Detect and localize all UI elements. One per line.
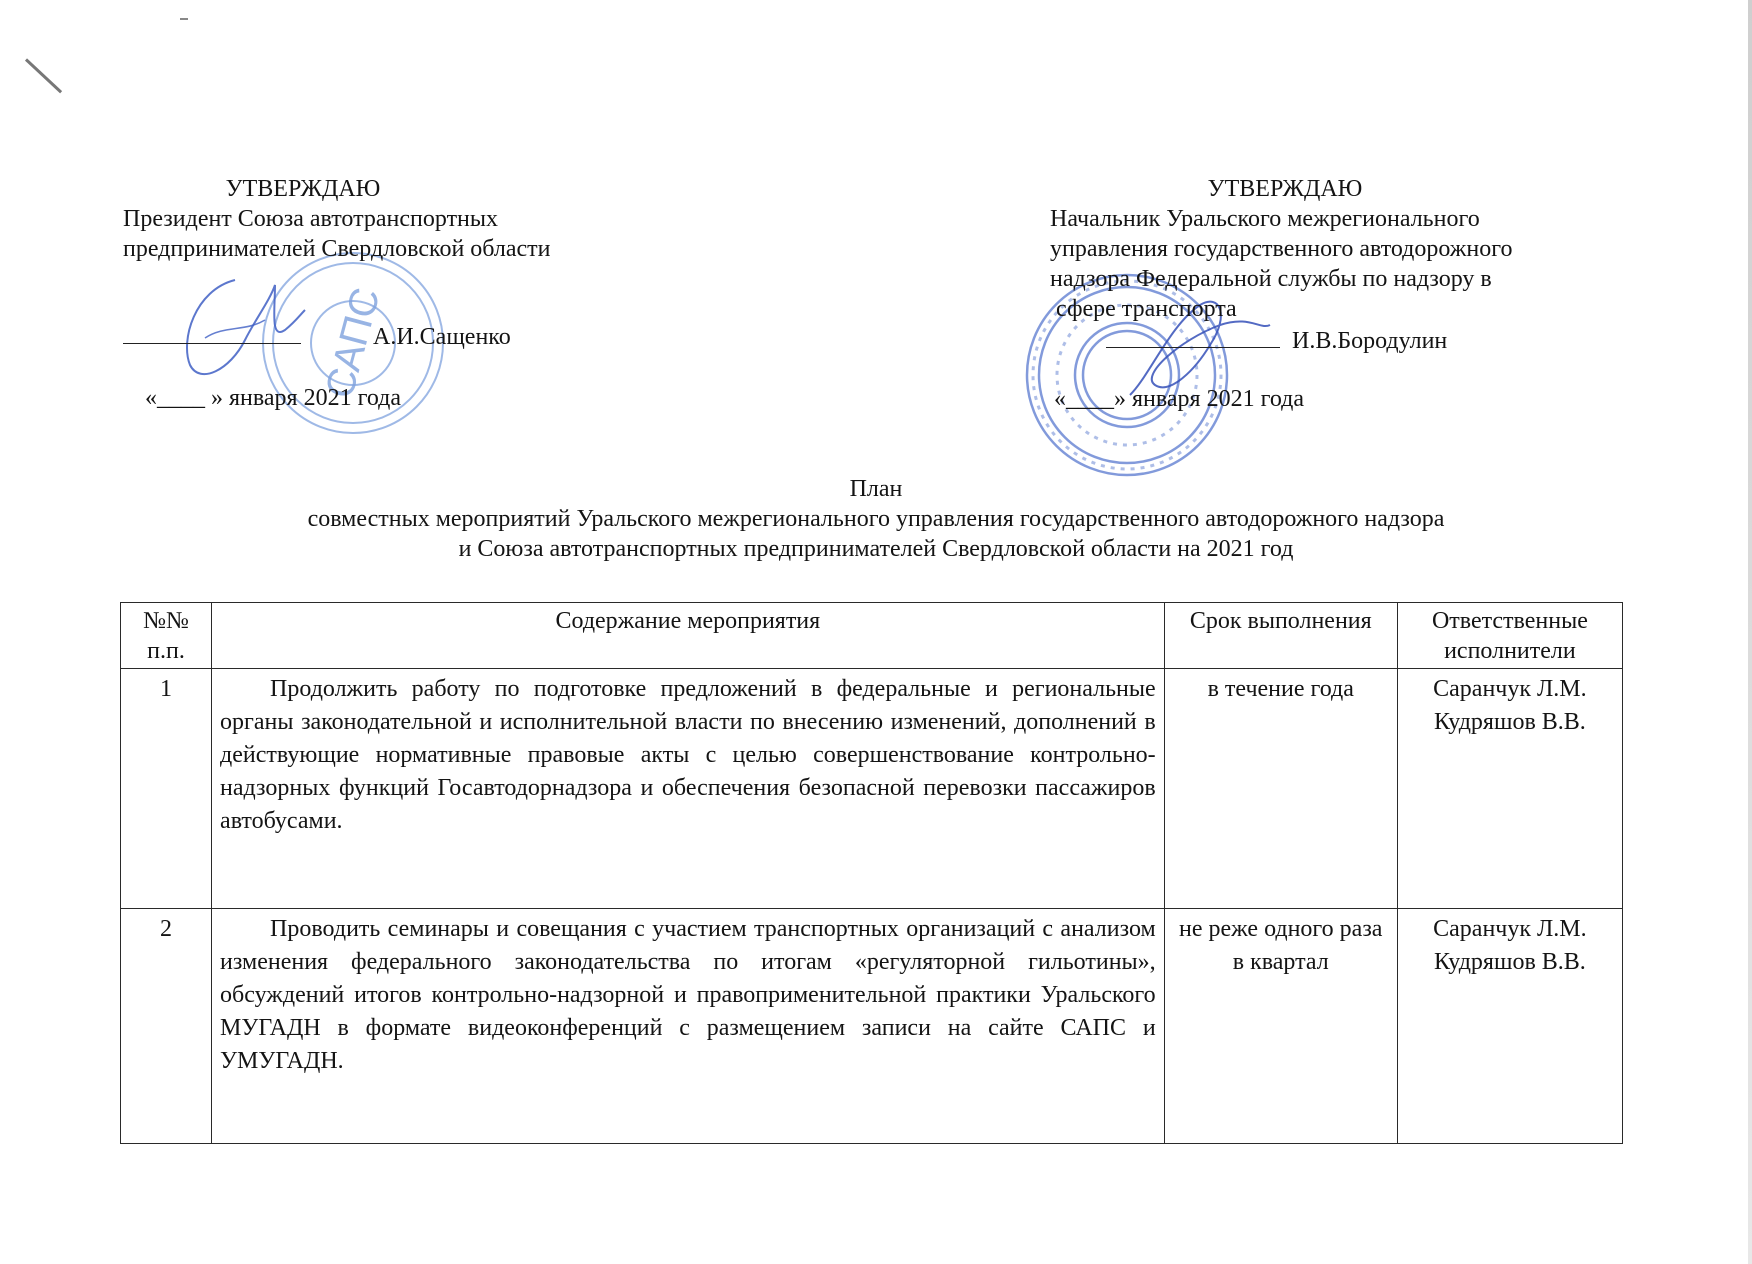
scan-mark (25, 58, 62, 93)
stamp-left-text: САПС (317, 283, 389, 403)
header-content: Содержание мероприятия (212, 603, 1165, 669)
table-header-row (121, 603, 1623, 669)
signature-line (123, 343, 301, 344)
responsible-person: Кудряшов В.В. (1434, 709, 1586, 735)
row-term: не реже одного раза в квартал (1164, 909, 1397, 1144)
approval-right-position-3: надзора Федеральной службы по надзору в (1050, 266, 1492, 292)
row-content: Продолжить работу по подготовке предложений в федеральные и региональные органы законодательной и исполнительной власти по внесению изменений, дополнений в действующие нормативные правовые акты с целью совершенствование контрольно-надзорных функций Госавтодорнадзора и обеспечения безопасной перевозки пассажиров автобусами. (212, 669, 1165, 909)
row-responsible (1397, 909, 1622, 1144)
row-responsible (1397, 669, 1622, 909)
plan-title-line-2: совместных мероприятий Уральского межрегионального управления государственного автодорожного надзора (307, 506, 1445, 532)
responsible-person: Саранчук Л.М. (1433, 676, 1587, 702)
row-num: 1 (121, 669, 212, 909)
approval-right-sign-row (1106, 326, 1650, 356)
approval-left-name: А.И.Сащенко (373, 324, 511, 350)
approval-left-sign-row (123, 322, 683, 352)
header-responsible: Ответственные исполнители (1397, 603, 1622, 669)
plan-table (120, 602, 1623, 1144)
responsible-person: Саранчук Л.М. (1433, 916, 1587, 942)
row-term: в течение года (1164, 669, 1397, 909)
header-term: Срок выполнения (1164, 603, 1397, 669)
table-row (121, 669, 1623, 909)
scan-dot (180, 18, 188, 20)
plan-title-line-1: План (849, 476, 903, 502)
row-content: Проводить семинары и совещания с участием транспортных организаций с анализом изменения федерального законодательства по итогам «регуляторной гильотины», обсуждений итогов контрольно-надзорной и правоприменительной практики Уральского МУГАДН в формате видеоконференций с размещением записи на сайте САПС и УМУГАДН. (212, 909, 1165, 1144)
approval-right-date: «____» января 2021 года (1054, 386, 1305, 412)
approval-right-position-1: Начальник Уральского межрегионального (1050, 206, 1480, 232)
approval-right-name: И.В.Бородулин (1292, 328, 1448, 354)
header-num: №№ п.п. (121, 603, 212, 669)
signature-line (1106, 347, 1280, 348)
responsible-person: Кудряшов В.В. (1434, 949, 1586, 975)
approval-left (123, 174, 683, 413)
approval-right-heading: УТВЕРЖДАЮ (1207, 176, 1363, 202)
approval-right (1050, 174, 1650, 414)
approval-right-position-2: управления государственного автодорожного (1050, 236, 1513, 262)
plan-title-line-3: и Союза автотранспортных предпринимателей Свердловской области на 2021 год (458, 536, 1294, 562)
approval-left-date: «____ » января 2021 года (145, 385, 402, 411)
approval-left-heading: УТВЕРЖДАЮ (225, 176, 381, 202)
row-num: 2 (121, 909, 212, 1144)
table-row (121, 909, 1623, 1144)
scan-edge (1748, 0, 1752, 1264)
plan-title (0, 474, 1752, 564)
approval-right-position-4: сфере транспорта (1056, 296, 1237, 322)
approval-left-position-1: Президент Союза автотранспортных (123, 206, 499, 232)
approval-left-position-2: предпринимателей Свердловской области (123, 236, 551, 262)
